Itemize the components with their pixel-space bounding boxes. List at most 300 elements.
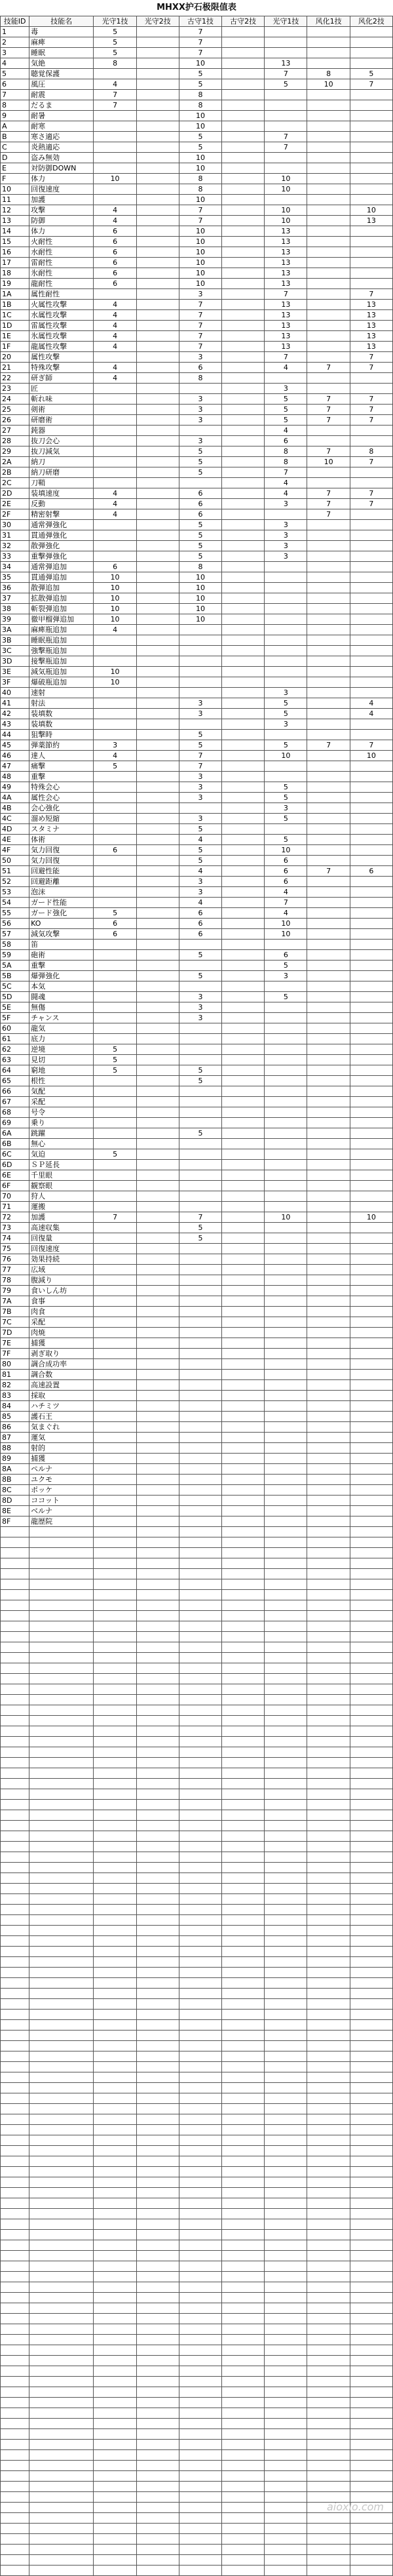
empty-cell: [350, 2272, 392, 2282]
empty-cell: [1, 2387, 29, 2398]
table-row: [1, 2272, 393, 2282]
empty-cell: [1, 2345, 29, 2356]
empty-cell: [1, 2335, 29, 2345]
value-cell: [222, 1496, 265, 1506]
value-cell: [222, 195, 265, 205]
value-cell: [265, 604, 307, 614]
empty-cell: [179, 2356, 221, 2366]
empty-cell: [222, 2545, 265, 2555]
value-cell: [136, 992, 179, 1002]
table-row: [1, 2156, 393, 2167]
skill-id-cell: 3F: [1, 677, 29, 688]
empty-cell: [307, 2314, 350, 2324]
value-cell: [94, 1391, 136, 1401]
skill-id-cell: 34: [1, 562, 29, 572]
empty-cell: [222, 1726, 265, 1737]
empty-cell: [136, 2566, 179, 2576]
value-cell: [350, 1338, 392, 1349]
value-cell: [307, 1118, 350, 1128]
empty-cell: [350, 2303, 392, 2314]
empty-cell: [265, 2303, 307, 2314]
skill-id-cell: 85: [1, 1412, 29, 1422]
value-cell: [94, 1086, 136, 1097]
value-cell: [307, 1044, 350, 1055]
empty-cell: [265, 2482, 307, 2492]
empty-cell: [265, 1863, 307, 1873]
value-cell: 7: [179, 300, 221, 310]
empty-cell: [265, 2387, 307, 2398]
value-cell: [307, 551, 350, 562]
empty-cell: [29, 1852, 94, 1863]
value-cell: 3: [179, 814, 221, 824]
value-cell: 6: [265, 436, 307, 446]
skill-id-cell: 6E: [1, 1170, 29, 1181]
empty-cell: [29, 1926, 94, 1936]
empty-cell: [307, 2272, 350, 2282]
value-cell: [350, 132, 392, 142]
value-cell: [307, 174, 350, 184]
value-cell: [94, 1139, 136, 1149]
skill-id-cell: 69: [1, 1118, 29, 1128]
value-cell: [222, 730, 265, 740]
empty-cell: [29, 1558, 94, 1569]
table-row: [1, 1537, 393, 1548]
empty-cell: [136, 1726, 179, 1737]
value-cell: [222, 1128, 265, 1139]
empty-cell: [265, 2240, 307, 2251]
empty-cell: [1, 2167, 29, 2177]
value-cell: [179, 1023, 221, 1034]
value-cell: [94, 1013, 136, 1023]
skill-id-cell: 88: [1, 1443, 29, 1454]
table-row: [1, 69, 393, 79]
empty-cell: [265, 2125, 307, 2135]
empty-cell: [136, 2240, 179, 2251]
table-row: [1, 1611, 393, 1621]
value-cell: [222, 814, 265, 824]
table-row: [1, 2377, 393, 2387]
empty-cell: [29, 2303, 94, 2314]
skill-name-cell: ポッケ: [29, 1485, 94, 1496]
skill-name-cell: 無心: [29, 1139, 94, 1149]
value-cell: [265, 1496, 307, 1506]
empty-cell: [94, 1558, 136, 1569]
value-cell: 6: [94, 929, 136, 940]
empty-cell: [1, 2366, 29, 2377]
value-cell: [222, 625, 265, 635]
empty-cell: [350, 1695, 392, 1705]
empty-cell: [1, 2041, 29, 2051]
empty-cell: [1, 2198, 29, 2209]
value-cell: [179, 1422, 221, 1433]
skill-name-cell: 乗り: [29, 1118, 94, 1128]
table-row: [1, 740, 393, 751]
value-cell: [307, 352, 350, 363]
empty-cell: [136, 2356, 179, 2366]
empty-cell: [136, 2031, 179, 2041]
value-cell: [265, 614, 307, 625]
value-cell: [136, 488, 179, 499]
skill-name-cell: ペルナ: [29, 1464, 94, 1475]
empty-cell: [179, 1611, 221, 1621]
empty-cell: [350, 2156, 392, 2167]
empty-cell: [29, 2461, 94, 2471]
empty-cell: [29, 1831, 94, 1842]
table-row: [1, 2303, 393, 2314]
value-cell: 5: [265, 740, 307, 751]
value-cell: 7: [350, 394, 392, 405]
value-cell: [265, 1107, 307, 1118]
table-row: [1, 2482, 393, 2492]
value-cell: [222, 384, 265, 394]
value-cell: [265, 1422, 307, 1433]
value-cell: [179, 1296, 221, 1307]
value-cell: [307, 646, 350, 656]
empty-cell: [29, 1537, 94, 1548]
empty-cell: [29, 2041, 94, 2051]
table-row: [1, 2566, 393, 2576]
value-cell: 7: [350, 79, 392, 90]
empty-cell: [265, 2366, 307, 2377]
empty-cell: [94, 2230, 136, 2240]
value-cell: [307, 436, 350, 446]
empty-cell: [1, 1579, 29, 1590]
empty-cell: [222, 1789, 265, 1800]
skill-name-cell: ガード強化: [29, 908, 94, 919]
empty-cell: [1, 1590, 29, 1600]
empty-cell: [94, 2282, 136, 2293]
empty-cell: [29, 1894, 94, 1905]
value-cell: 10: [179, 226, 221, 237]
value-cell: [222, 111, 265, 121]
value-cell: [222, 803, 265, 814]
skill-name-cell: 狩人: [29, 1191, 94, 1202]
empty-cell: [29, 1632, 94, 1642]
value-cell: [307, 37, 350, 48]
watermark: aioxlo.com: [327, 2501, 384, 2513]
value-cell: 3: [265, 520, 307, 530]
skill-id-cell: 2A: [1, 457, 29, 467]
empty-cell: [94, 1768, 136, 1779]
empty-cell: [307, 2366, 350, 2377]
empty-cell: [136, 2450, 179, 2461]
empty-cell: [136, 2282, 179, 2293]
empty-cell: [265, 1989, 307, 1999]
empty-cell: [222, 1894, 265, 1905]
empty-cell: [350, 1590, 392, 1600]
value-cell: 5: [265, 709, 307, 719]
table-row: [1, 1349, 393, 1359]
empty-cell: [265, 1674, 307, 1684]
value-cell: [136, 247, 179, 258]
value-cell: [307, 635, 350, 646]
table-row: [1, 37, 393, 48]
value-cell: [136, 856, 179, 866]
value-cell: [222, 772, 265, 782]
value-cell: [307, 1191, 350, 1202]
value-cell: [94, 1254, 136, 1265]
empty-cell: [94, 1894, 136, 1905]
skill-id-cell: F: [1, 174, 29, 184]
value-cell: [136, 730, 179, 740]
skill-id-cell: 76: [1, 1254, 29, 1265]
table-row: [1, 488, 393, 499]
empty-cell: [1, 2555, 29, 2566]
table-row: [1, 992, 393, 1002]
value-cell: [307, 195, 350, 205]
value-cell: [94, 530, 136, 541]
empty-cell: [29, 2146, 94, 2156]
empty-cell: [136, 1915, 179, 1926]
value-cell: [350, 100, 392, 111]
col-header: 古守1技: [179, 16, 221, 27]
empty-cell: [29, 2450, 94, 2461]
value-cell: 7: [265, 467, 307, 478]
empty-cell: [265, 1978, 307, 1989]
value-cell: [136, 467, 179, 478]
value-cell: [136, 142, 179, 153]
value-cell: 5: [179, 467, 221, 478]
skill-id-cell: 3: [1, 48, 29, 58]
empty-cell: [307, 2356, 350, 2366]
table-row: [1, 1590, 393, 1600]
empty-cell: [307, 2051, 350, 2062]
value-cell: [307, 950, 350, 961]
table-row: [1, 2419, 393, 2429]
table-row: [1, 2041, 393, 2051]
empty-cell: [179, 2345, 221, 2356]
table-row: [1, 373, 393, 384]
empty-cell: [179, 2167, 221, 2177]
empty-cell: [1, 1716, 29, 1726]
skill-id-cell: 41: [1, 698, 29, 709]
value-cell: 13: [265, 258, 307, 268]
empty-cell: [222, 2198, 265, 2209]
empty-cell: [136, 2177, 179, 2188]
value-cell: [350, 1328, 392, 1338]
empty-cell: [94, 1600, 136, 1611]
table-row: [1, 1044, 393, 1055]
value-cell: [350, 1307, 392, 1317]
skill-id-cell: 6: [1, 79, 29, 90]
table-row: [1, 2240, 393, 2251]
value-cell: [136, 1107, 179, 1118]
empty-cell: [350, 1968, 392, 1978]
value-cell: 8: [307, 69, 350, 79]
empty-cell: [136, 2272, 179, 2282]
empty-cell: [94, 2198, 136, 2209]
value-cell: [179, 1275, 221, 1286]
value-cell: [222, 226, 265, 237]
table-row: [1, 730, 393, 740]
value-cell: [222, 1485, 265, 1496]
skill-name-cell: 見切: [29, 1055, 94, 1065]
table-row: [1, 551, 393, 562]
value-cell: [307, 247, 350, 258]
empty-cell: [265, 1695, 307, 1705]
value-cell: [350, 1349, 392, 1359]
value-cell: [265, 373, 307, 384]
skill-id-cell: 80: [1, 1359, 29, 1370]
value-cell: [307, 132, 350, 142]
value-cell: [265, 1118, 307, 1128]
value-cell: [94, 163, 136, 174]
value-cell: [222, 593, 265, 604]
table-row: [1, 814, 393, 824]
value-cell: [222, 321, 265, 331]
value-cell: 5: [179, 971, 221, 981]
skill-id-cell: 2F: [1, 509, 29, 520]
empty-cell: [307, 2377, 350, 2387]
value-cell: [179, 1464, 221, 1475]
value-cell: [350, 1181, 392, 1191]
value-cell: [307, 530, 350, 541]
value-cell: [179, 1370, 221, 1380]
value-cell: 3: [179, 782, 221, 793]
empty-cell: [94, 1642, 136, 1653]
value-cell: 4: [179, 866, 221, 877]
value-cell: [94, 426, 136, 436]
value-cell: [222, 940, 265, 950]
empty-cell: [94, 2114, 136, 2125]
table-row: [1, 478, 393, 488]
table-row: [1, 583, 393, 593]
empty-cell: [307, 2198, 350, 2209]
skill-id-cell: 37: [1, 593, 29, 604]
empty-cell: [265, 2083, 307, 2093]
value-cell: 10: [265, 919, 307, 929]
value-cell: [307, 300, 350, 310]
empty-cell: [307, 1873, 350, 1884]
empty-cell: [350, 1758, 392, 1768]
value-cell: 7: [265, 69, 307, 79]
table-row: [1, 1286, 393, 1296]
value-cell: [222, 310, 265, 321]
empty-cell: [94, 1579, 136, 1590]
empty-cell: [222, 2387, 265, 2398]
skill-id-cell: 20: [1, 352, 29, 363]
skill-name-cell: 気力回復: [29, 856, 94, 866]
empty-cell: [29, 2387, 94, 2398]
value-cell: 10: [307, 457, 350, 467]
empty-cell: [222, 1684, 265, 1695]
value-cell: [350, 1475, 392, 1485]
table-row: [1, 2062, 393, 2072]
value-cell: [179, 384, 221, 394]
empty-cell: [265, 2524, 307, 2534]
empty-cell: [307, 1758, 350, 1768]
empty-cell: [265, 2135, 307, 2146]
empty-cell: [265, 1600, 307, 1611]
empty-cell: [29, 2566, 94, 2576]
value-cell: [136, 1380, 179, 1391]
empty-cell: [179, 2125, 221, 2135]
empty-cell: [29, 2167, 94, 2177]
empty-cell: [1, 2545, 29, 2555]
empty-cell: [179, 2051, 221, 2062]
empty-cell: [265, 2335, 307, 2345]
value-cell: [222, 363, 265, 373]
value-cell: [307, 321, 350, 331]
value-cell: [179, 1412, 221, 1422]
value-cell: [179, 1338, 221, 1349]
empty-cell: [136, 1947, 179, 1957]
table-row: [1, 1800, 393, 1810]
value-cell: [350, 184, 392, 195]
empty-cell: [29, 2429, 94, 2440]
empty-cell: [179, 2240, 221, 2251]
value-cell: [307, 163, 350, 174]
skill-name-cell: 水属性攻撃: [29, 310, 94, 321]
value-cell: 5: [179, 551, 221, 562]
value-cell: 3: [179, 289, 221, 300]
value-cell: [136, 342, 179, 352]
empty-cell: [265, 2398, 307, 2408]
skill-id-cell: 36: [1, 583, 29, 593]
skill-name-cell: 体術: [29, 835, 94, 845]
skill-id-cell: 31: [1, 530, 29, 541]
skill-name-cell: 水耐性: [29, 247, 94, 258]
table-row: [1, 845, 393, 856]
empty-cell: [179, 1978, 221, 1989]
empty-cell: [307, 1936, 350, 1947]
value-cell: [350, 1170, 392, 1181]
empty-cell: [136, 2135, 179, 2146]
empty-cell: [29, 1768, 94, 1779]
value-cell: 5: [94, 1149, 136, 1160]
table-row: [1, 1422, 393, 1433]
empty-cell: [94, 2083, 136, 2093]
table-row: [1, 1370, 393, 1380]
empty-cell: [179, 1684, 221, 1695]
value-cell: [94, 394, 136, 405]
value-cell: 13: [265, 342, 307, 352]
skill-name-cell: 射法: [29, 698, 94, 709]
table-row: [1, 1873, 393, 1884]
value-cell: [350, 1454, 392, 1464]
value-cell: [350, 1254, 392, 1265]
value-cell: [94, 1506, 136, 1516]
empty-cell: [350, 1579, 392, 1590]
skill-name-cell: 斬れ味: [29, 394, 94, 405]
value-cell: [350, 625, 392, 635]
value-cell: [350, 961, 392, 971]
value-cell: 7: [179, 27, 221, 37]
value-cell: [136, 1328, 179, 1338]
skill-id-cell: 43: [1, 719, 29, 730]
skill-name-cell: 雷属性攻撃: [29, 321, 94, 331]
value-cell: [350, 1118, 392, 1128]
table-row: [1, 2366, 393, 2377]
empty-cell: [94, 2125, 136, 2135]
table-row: [1, 1338, 393, 1349]
value-cell: 13: [265, 300, 307, 310]
skill-id-cell: 3D: [1, 656, 29, 667]
value-cell: [265, 1065, 307, 1076]
empty-cell: [350, 2482, 392, 2492]
table-row: [1, 1359, 393, 1370]
empty-cell: [136, 1873, 179, 1884]
skill-id-cell: 45: [1, 740, 29, 751]
empty-cell: [136, 2093, 179, 2104]
value-cell: 3: [265, 499, 307, 509]
skill-name-cell: 剥ぎ取り: [29, 1349, 94, 1359]
value-cell: [136, 310, 179, 321]
empty-cell: [1, 2272, 29, 2282]
empty-cell: [29, 1989, 94, 1999]
empty-cell: [179, 1831, 221, 1842]
value-cell: [136, 898, 179, 908]
